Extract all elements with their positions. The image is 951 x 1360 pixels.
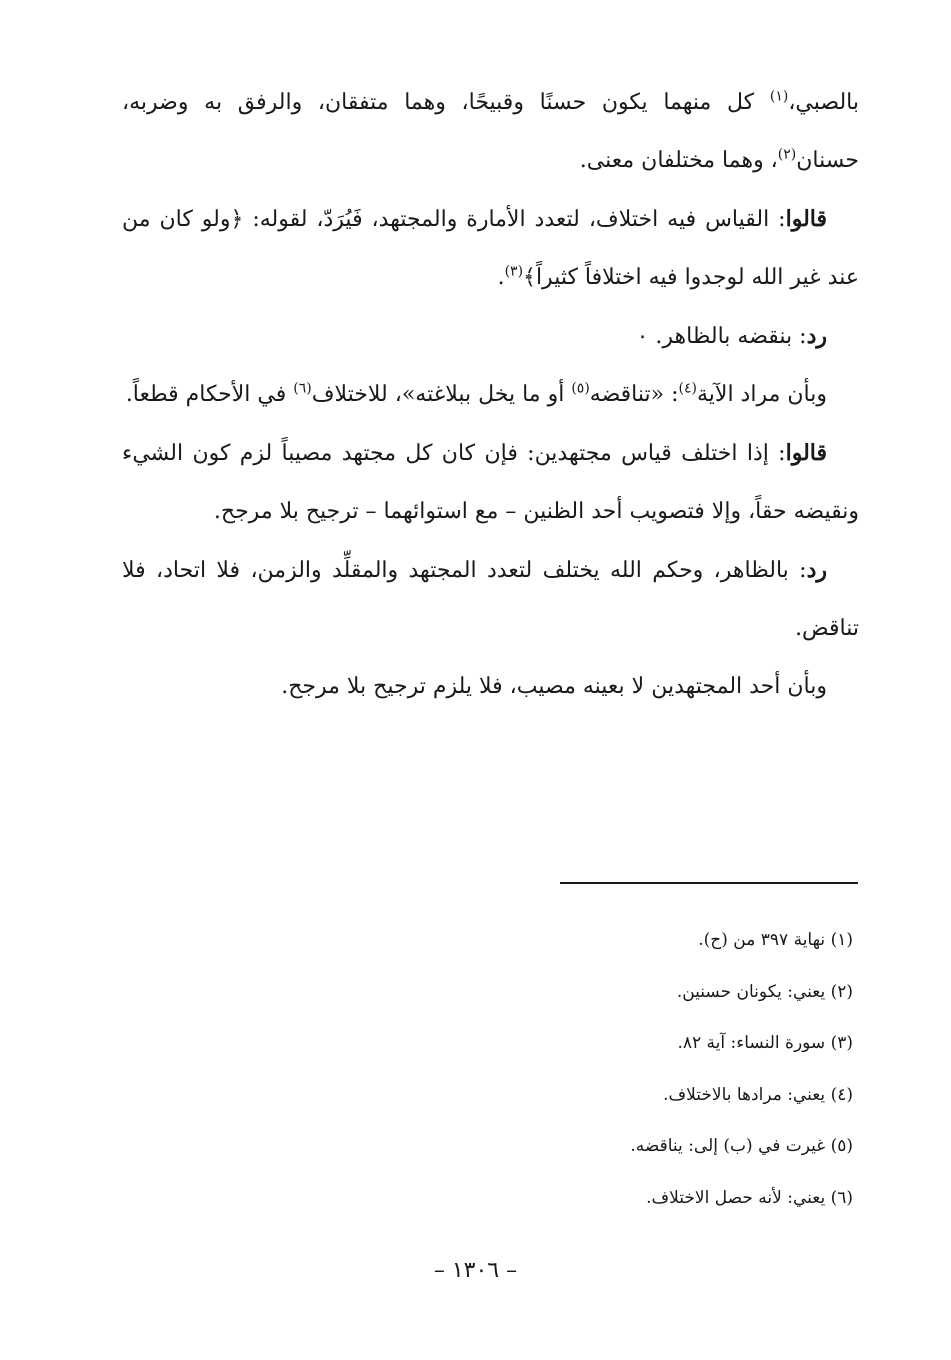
footnote-3: (٣) سورة النساء: آية ٨٢. (677, 1033, 853, 1053)
text-run: كل منهما يكون حسنًا وقبيحًا، وهما متفقان، والرفق به وضربه، حسنان (122, 90, 859, 173)
footnote-5: (٥) غيرت في (ب) إلى: يناقضه. (630, 1136, 853, 1156)
footnote-separator (560, 882, 858, 884)
keyword-label: قالوا (785, 440, 827, 466)
keyword-label: رد (806, 323, 827, 349)
text-run: وبأن أحد المجتهدين لا بعينه مصيب، فلا يلزم ترجيح بلا مرجح. (281, 674, 827, 699)
footnote-6: (٦) يعني: لأنه حصل الاختلاف. (646, 1187, 853, 1208)
footnote-marker: (٦) (293, 380, 312, 397)
text-run: : بالظاهر، وحكم الله يختلف لتعدد المجتهد والمقلِّد والزمن، فلا اتحاد، فلا تناقض. (122, 558, 859, 641)
footnote-2: (٢) يعني: يكونان حسنين. (676, 981, 853, 1002)
keyword-label: قالوا (785, 206, 827, 232)
text-run: ، وهما مختلفان معنى. (579, 148, 778, 173)
text-run: في الأحكام قطعاً. (125, 382, 294, 407)
text-run: : القياس فيه اختلاف، لتعدد الأمارة والمجتهد، فَيُرَدّ، لقوله: ﴿ولو كان من عند غير الله لوجدوا فيه اختلافاً كثيراً﴾ (122, 207, 859, 290)
paragraph-6 (122, 541, 859, 658)
page-number: – ١٣٠٦ – (433, 1258, 518, 1283)
text-run: : «تناقضه (589, 382, 679, 407)
paragraph-3 (122, 307, 859, 366)
text-run: بالصبي، (788, 90, 859, 115)
footnote-marker: (١) (769, 88, 789, 105)
paragraph-5 (122, 424, 859, 541)
text-run: أو ما يخل ببلاغته»، للاختلاف (311, 382, 572, 407)
paragraph-1 (122, 74, 859, 190)
text-run: وبأن مراد الآية (696, 382, 827, 407)
text-run: . (497, 265, 505, 290)
paragraph-4 (122, 366, 859, 424)
footnote-marker: (٣) (504, 263, 524, 280)
footnote-marker: (٤) (678, 380, 697, 397)
paragraph-2 (122, 190, 859, 307)
footnotes (353, 915, 853, 1224)
main-text (122, 74, 859, 716)
text-run: : إذا اختلف قياس مجتهدين: فإن كان كل مجتهد مصيباً لزم كون الشيء ونقيضه حقاً، وإلا فتصويب أحد الظنين – مع استوائهما – ترجيح بلا مرجح. (122, 441, 859, 524)
keyword-label: رد (806, 557, 827, 583)
footnote-1: (١) نهاية ٣٩٧ من (ح). (698, 930, 853, 950)
paragraph-7 (122, 658, 859, 716)
text-run: : بنقضه بالظاهر. ٠ (636, 324, 807, 349)
footnote-marker: (٥) (571, 380, 590, 397)
footnote-4: (٤) يعني: مرادها بالاختلاف. (663, 1084, 853, 1105)
footnote-marker: (٢) (777, 146, 797, 163)
